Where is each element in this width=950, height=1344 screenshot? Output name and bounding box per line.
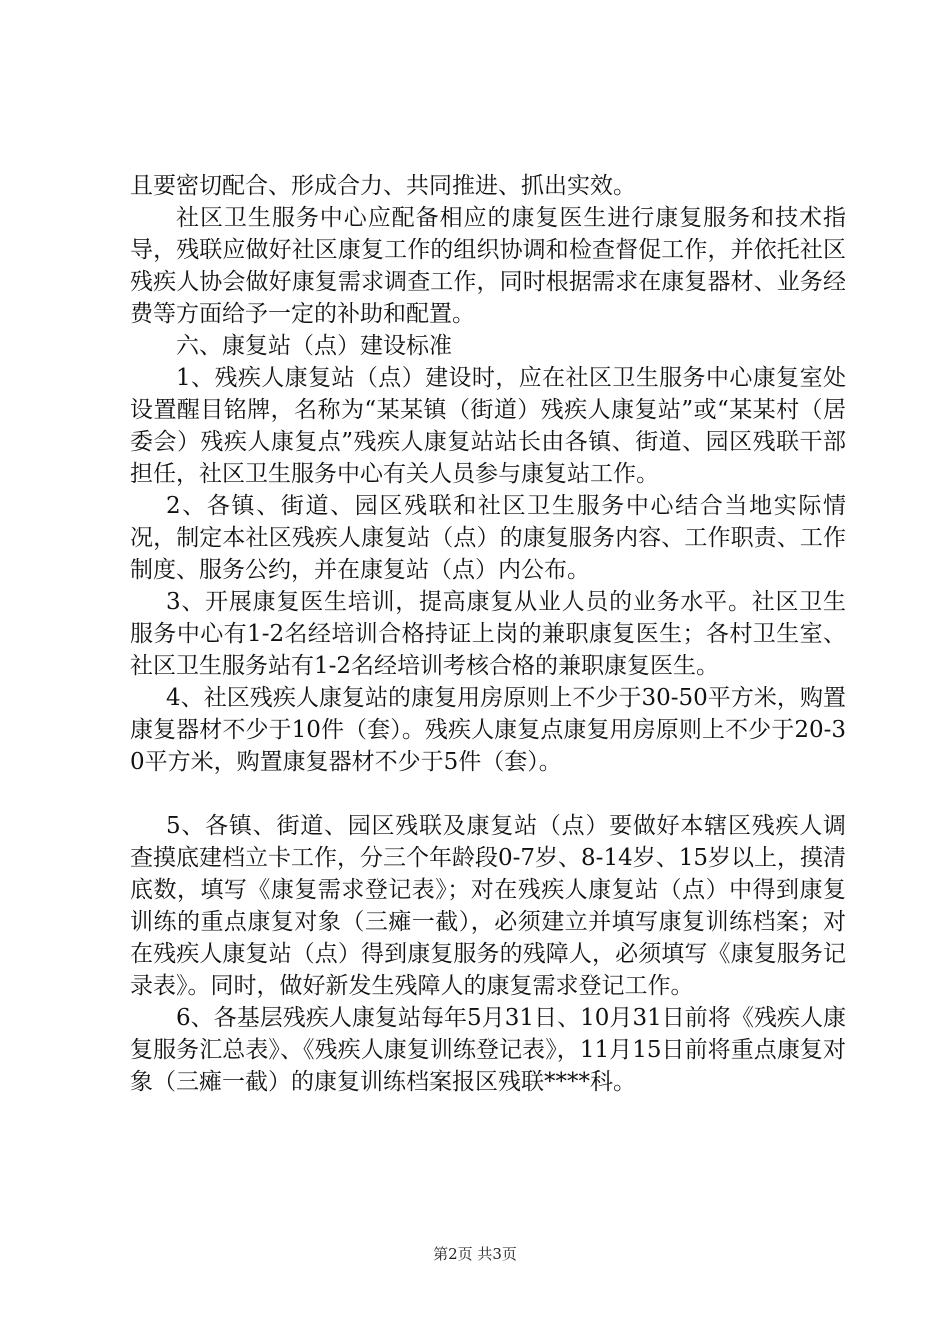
paragraph-item-6: 6、各基层残疾人康复站每年5月31日、10月31日前将《残疾人康复服务汇总表》、《残疾人康复训练登记表》，11月15日前将重点康复对象（三瘫一截）的康复训练档案报区残联****科。	[130, 1005, 846, 1095]
section-heading-standards: 六、康复站（点）建设标准	[176, 333, 452, 359]
paragraph-responsibilities: 社区卫生服务中心应配备相应的康复医生进行康复服务和技术指导，残联应做好社区康复工作的组织协调和检查督促工作，并依托社区残疾人协会做好康复需求调查工作，同时根据需求在康复器材、业务经费等方面给予一定的补助和配置。	[130, 205, 846, 327]
page-footer: 第2页 共3页	[433, 1245, 517, 1263]
paragraph-item-5: 5、各镇、街道、园区残联及康复站（点）要做好本辖区残疾人调查摸底建档立卡工作，分三个年龄段0-7岁、8-14岁、15岁以上，摸清底数，填写《康复需求登记表》；对在残疾人康复站（点）中得到康复训练的重点康复对象（三瘫一截），必须建立并填写康复训练档案；对在残疾人康复站（点）得到康复服务的残障人，必须填写《康复服务记录表》。同时，做好新发生残障人的康复需求登记工作。	[130, 813, 846, 999]
paragraph-item-1: 1、残疾人康复站（点）建设时，应在社区卫生服务中心康复室处设置醒目铭牌，名称为“某某镇（街道）残疾人康复站”或“某某村（居委会）残疾人康复点”残疾人康复站站长由各镇、街道、园区残联干部担任，社区卫生服务中心有关人员参与康复站工作。	[130, 365, 846, 487]
paragraph-item-2: 2、各镇、街道、园区残联和社区卫生服务中心结合当地实际情况，制定本社区残疾人康复站（点）的康复服务内容、工作职责、工作制度、服务公约，并在康复站（点）内公布。	[130, 493, 846, 583]
paragraph-gap	[130, 778, 846, 810]
paragraph-continuation: 且要密切配合、形成合力、共同推进、抓出实效。	[130, 173, 636, 199]
document-body	[130, 170, 846, 1098]
paragraph-item-4: 4、社区残疾人康复站的康复用房原则上不少于30-50平方米，购置康复器材不少于10件（套）。残疾人康复点康复用房原则上不少于20-30平方米，购置康复器材不少于5件（套）。	[130, 685, 846, 775]
paragraph-item-3: 3、开展康复医生培训，提高康复从业人员的业务水平。社区卫生服务中心有1-2名经培训合格持证上岗的兼职康复医生；各村卫生室、社区卫生服务站有1-2名经培训考核合格的兼职康复医生。	[130, 589, 846, 679]
